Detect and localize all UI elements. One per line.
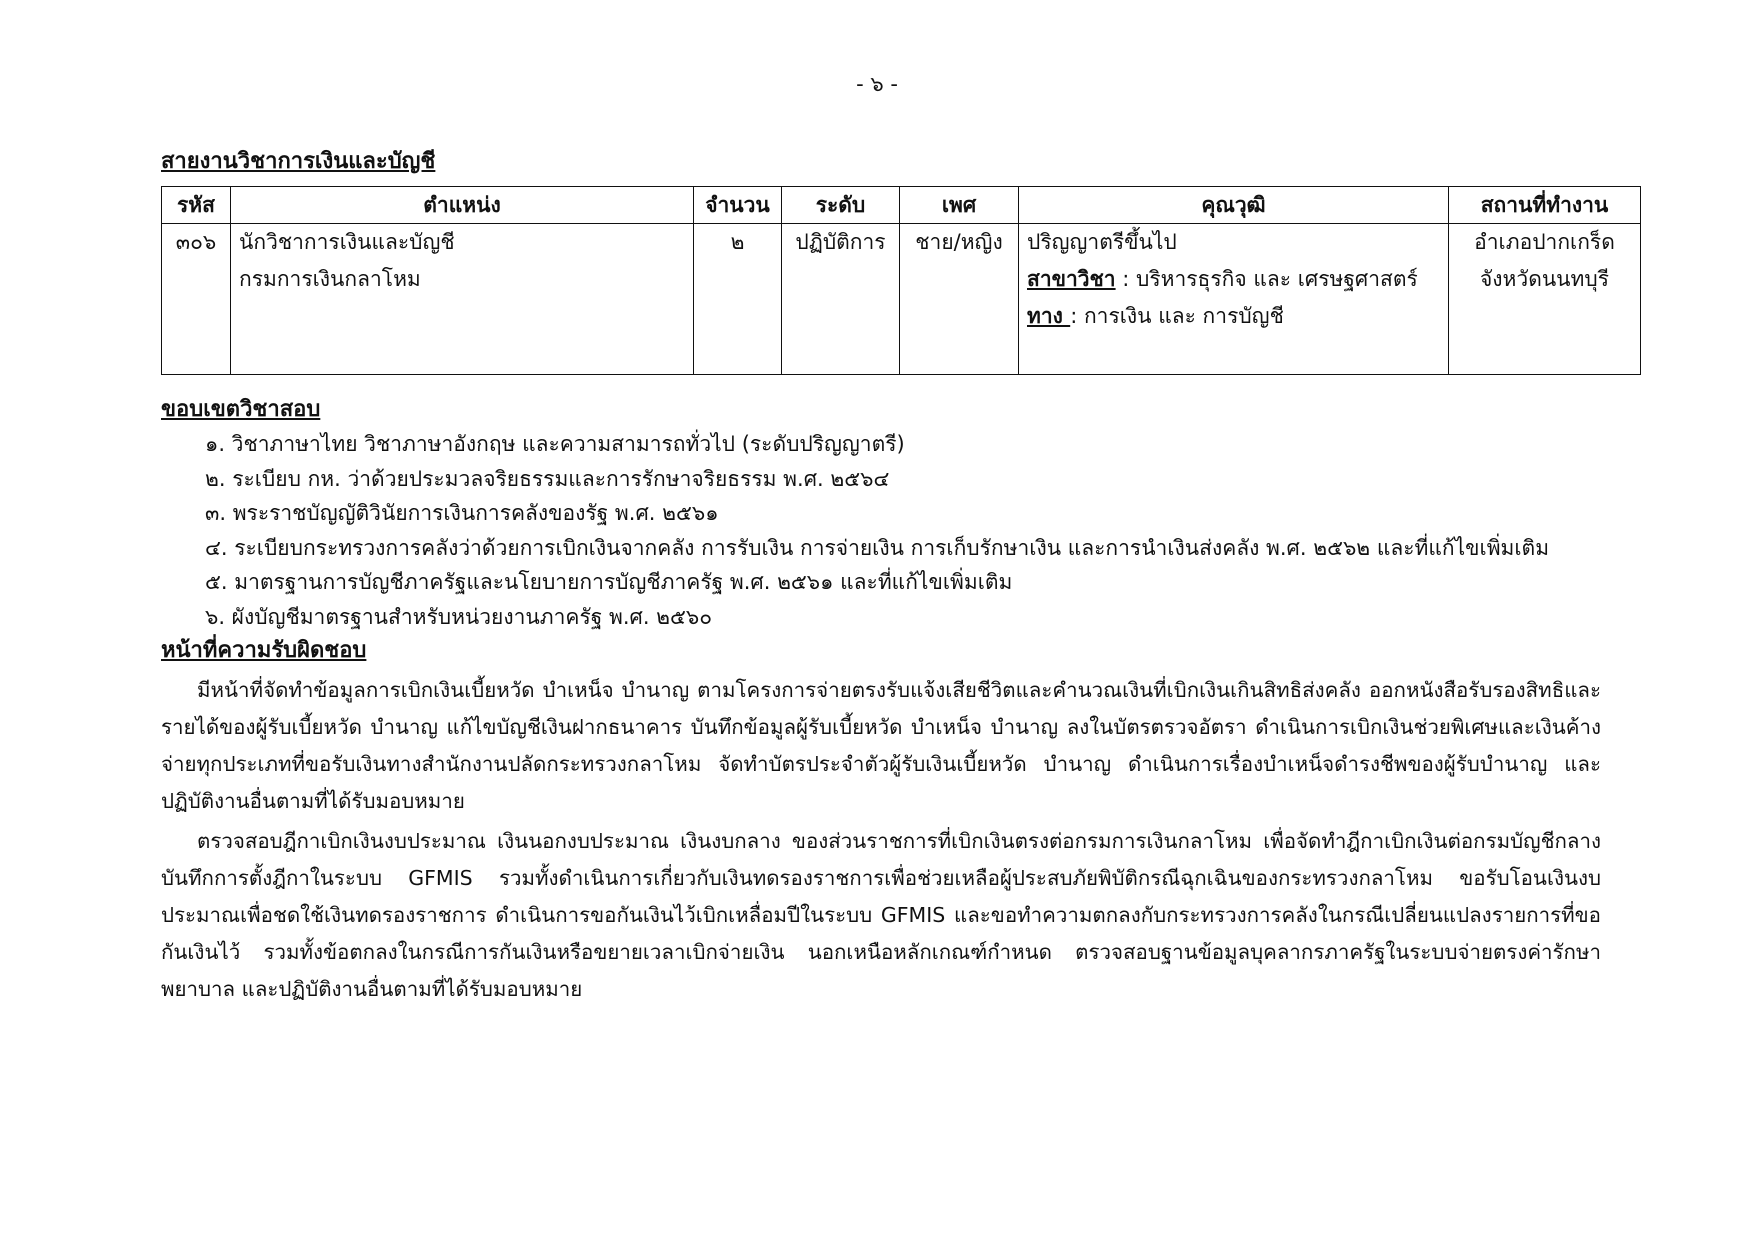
- cell-code: ๓๐๖: [162, 224, 231, 375]
- cell-position: [231, 224, 694, 375]
- list-item: ๔. ระเบียบกระทรวงการคลังว่าด้วยการเบิกเงินจากคลัง การรับเงิน การจ่ายเงิน การเก็บรักษาเงิน และการนำเงินส่งคลัง พ.ศ. ๒๕๖๒ และที่แก้ไขเพิ่มเติม: [205, 535, 1550, 560]
- duties-paragraph-1: มีหน้าที่จัดทำข้อมูลการเบิกเงินเบี้ยหวัด บำเหน็จ บำนาญ ตามโครงการจ่ายตรงรับแจ้งเสียชีวิตและคำนวณเงินที่เบิกเงินเกินสิทธิส่งคลัง ออกหนังสือรับรองสิทธิและรายได้ของผู้รับเบี้ยหวัด บำนาญ แก้ไขบัญชีเงินฝากธนาคาร บันทึกข้อมูลผู้รับเบี้ยหวัด บำเหน็จ บำนาญ ลงในบัตรตรวจอัตรา ดำเนินการเบิกเงินช่วยพิเศษและเงินค้างจ่ายทุกประเภทที่ขอรับเงินทางสำนักงานปลัดกระทรวงกลาโหม จัดทำบัตรประจำตัวผู้รับเงินเบี้ยหวัด บำนาญ ดำเนินการเรื่องบำเหน็จดำรงชีพของผู้รับบำนาญ และปฏิบัติงานอื่นตามที่ได้รับมอบหมาย: [161, 678, 1601, 813]
- duties-paragraph-2: ตรวจสอบฎีกาเบิกเงินงบประมาณ เงินนอกงบประมาณ เงินงบกลาง ของส่วนราชการที่เบิกเงินตรงต่อกรมการเงินกลาโหม เพื่อจัดทำฎีกาเบิกเงินต่อกรมบัญชีกลาง บันทึกการตั้งฎีกาในระบบ GFMIS รวมทั้งดำเนินการเกี่ยวกับเงินทดรองราชการเพื่อช่วยเหลือผู้ประสบภัยพิบัติกรณีฉุกเฉินของกระทรวงกลาโหม ขอรับโอนเงินงบประมาณเพื่อชดใช้เงินทดรองราชการ ดำเนินการขอกันเงินไว้เบิกเหลื่อมปีในระบบ GFMIS และขอทำความตกลงกับกระทรวงการคลังในกรณีเปลี่ยนแปลงรายการที่ขอกันเงินไว้ รวมทั้งข้อตกลงในกรณีการกันเงินหรือขยายเวลาเบิกจ่ายเงิน นอกเหนือหลักเกณฑ์กำหนด ตรวจสอบฐานข้อมูลบุคลากรภาครัฐในระบบจ่ายตรงค่ารักษาพยาบาล และปฏิบัติงานอื่นตามที่ได้รับมอบหมาย: [161, 829, 1601, 1001]
- qual-track-value: : การเงิน และ การบัญชี: [1070, 304, 1284, 328]
- qual-field-value: : บริหารธุรกิจ และ เศรษฐศาสตร์: [1115, 267, 1418, 291]
- header-count: จำนวน: [694, 187, 782, 224]
- section-title: สายงานวิชาการเงินและบัญชี: [161, 149, 436, 174]
- header-workplace: สถานที่ทำงาน: [1449, 187, 1641, 224]
- header-qualification: คุณวุฒิ: [1019, 187, 1449, 224]
- header-position: ตำแหน่ง: [231, 187, 694, 224]
- page-number: - ๖ -: [856, 72, 898, 96]
- scope-title: ขอบเขตวิชาสอบ: [161, 397, 321, 422]
- list-item: ๓. พระราชบัญญัติวินัยการเงินการคลังของรัฐ พ.ศ. ๒๕๖๑: [205, 501, 719, 525]
- list-item: ๒. ระเบียบ กห. ว่าด้วยประมวลจริยธรรมและการรักษาจริยธรรม พ.ศ. ๒๕๖๔: [205, 466, 890, 491]
- list-item: ๕. มาตรฐานการบัญชีภาครัฐและนโยบายการบัญชีภาครัฐ พ.ศ. ๒๕๖๑ และที่แก้ไขเพิ่มเติม: [205, 570, 1013, 594]
- qual-track-label: ทาง: [1027, 304, 1071, 328]
- scope-section: [161, 393, 1601, 634]
- qual-track: [1027, 298, 1440, 335]
- header-code: รหัส: [162, 187, 231, 224]
- cell-level: ปฏิบัติการ: [782, 224, 900, 375]
- table-header-row: [162, 187, 1641, 224]
- qual-degree: ปริญญาตรีขึ้นไป: [1027, 230, 1177, 254]
- scope-list: [161, 427, 1601, 634]
- header-gender: เพศ: [900, 187, 1019, 224]
- cell-qualification: [1019, 224, 1449, 375]
- duties-title: หน้าที่ความรับผิดชอบ: [161, 638, 367, 663]
- position-title: นักวิชาการเงินและบัญชี: [239, 230, 455, 254]
- position-table: [161, 186, 1641, 375]
- cell-workplace: [1449, 224, 1641, 375]
- list-item: ๖. ผังบัญชีมาตรฐานสำหรับหน่วยงานภาครัฐ พ.ศ. ๒๕๖๐: [205, 604, 713, 629]
- workplace-district: อำเภอปากเกร็ด: [1474, 230, 1615, 254]
- duties-section: [161, 634, 1601, 1008]
- workplace-province: จังหวัดนนทบุรี: [1480, 267, 1609, 291]
- list-item: ๑. วิชาภาษาไทย วิชาภาษาอังกฤษ และความสามารถทั่วไป (ระดับปริญญาตรี): [205, 432, 905, 456]
- qual-field: [1027, 261, 1440, 298]
- table-row: [162, 224, 1641, 375]
- cell-gender: ชาย/หญิง: [900, 224, 1019, 375]
- header-level: ระดับ: [782, 187, 900, 224]
- position-department: กรมการเงินกลาโหม: [239, 267, 421, 291]
- cell-count: ๒: [694, 224, 782, 375]
- qual-field-label: สาขาวิชา: [1027, 267, 1116, 291]
